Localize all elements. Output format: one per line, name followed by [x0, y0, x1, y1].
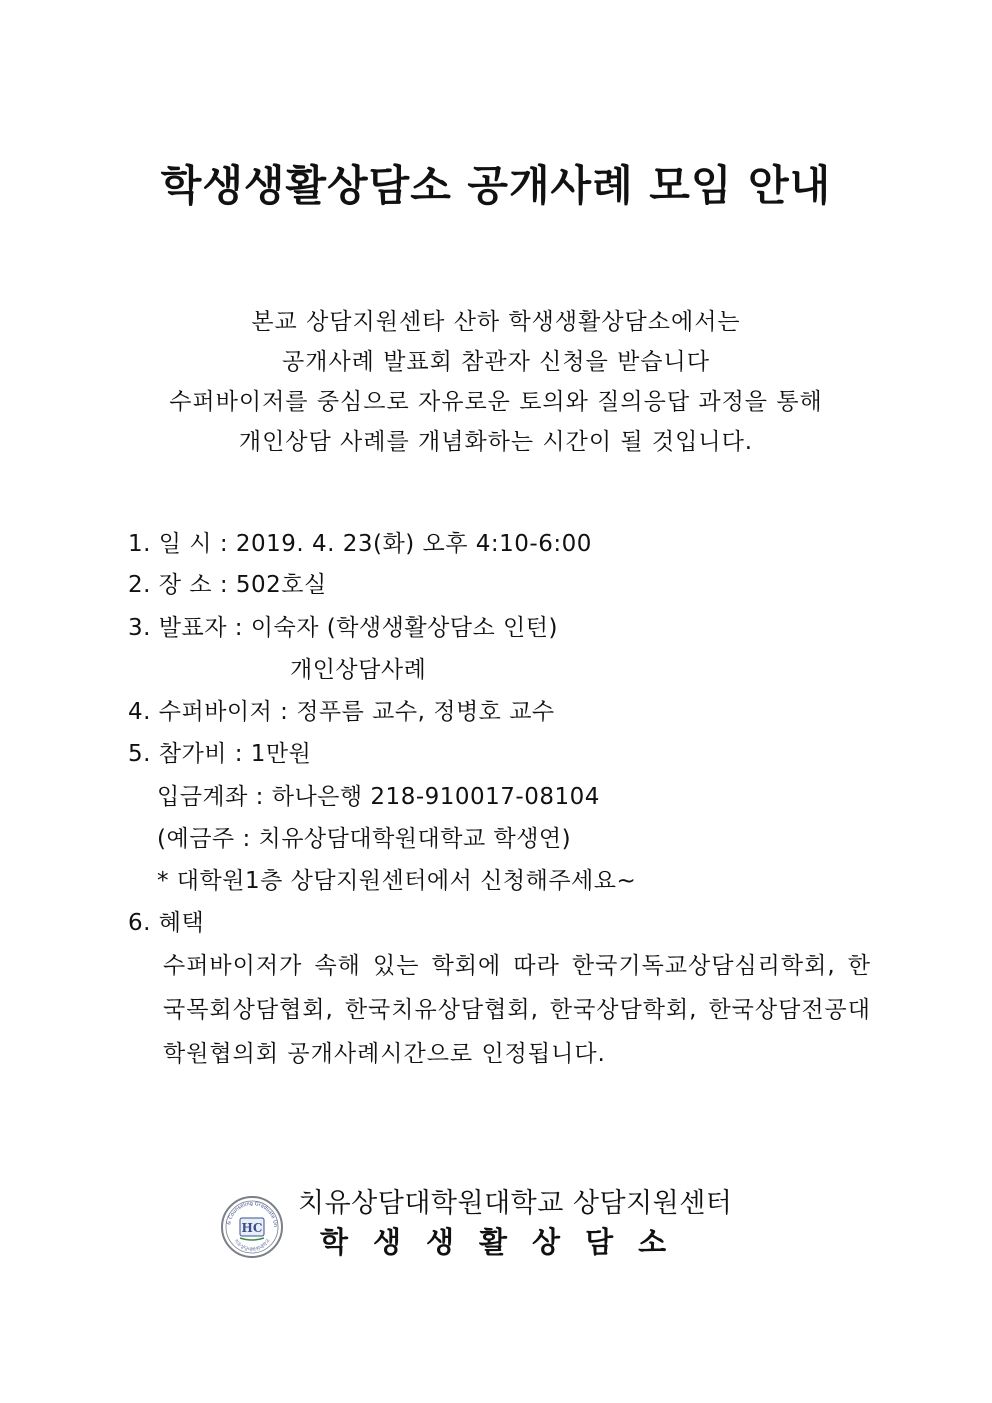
intro-line: 공개사례 발표회 참관자 신청을 받습니다 — [282, 349, 710, 375]
item-note: * 대학원1층 상담지원센터에서 신청해주세요~ — [157, 868, 637, 894]
item-place: 2. 장 소 : 502호실 — [128, 572, 327, 598]
item-presenter-sub: 개인상담사례 — [290, 657, 427, 683]
footer-department: 학생생활상담소 — [320, 1225, 692, 1259]
seal-initials: HC — [241, 1221, 263, 1235]
item-fee: 5. 참가비 : 1만원 — [128, 741, 312, 767]
item-holder: (예금주 : 치유상담대학원대학교 학생연) — [157, 826, 572, 852]
item-benefit-heading: 6. 혜택 — [128, 910, 205, 936]
item-presenter: 3. 발표자 : 이숙자 (학생생활상담소 인턴) — [128, 615, 558, 641]
intro-line: 개인상담 사례를 개념화하는 시간이 될 것입니다. — [238, 429, 754, 455]
seal-top-text: & Counseling Graduate Un — [226, 1200, 279, 1228]
page-title: 학생생활상담소 공개사례 모임 안내 — [160, 161, 832, 210]
item-date: 1. 일 시 : 2019. 4. 23(화) 오후 4:10-6:00 — [128, 531, 592, 557]
footer-organization: 치유상담대학원대학교 상담지원센터 — [298, 1188, 733, 1219]
intro-line: 본교 상담지원센타 산하 학생생활상담소에서는 — [251, 309, 741, 335]
university-seal-icon — [220, 1195, 284, 1259]
footer — [220, 1180, 780, 1270]
item-supervisor: 4. 수퍼바이저 : 정푸름 교수, 정병호 교수 — [128, 699, 555, 725]
benefit-text: 수퍼바이저가 속해 있는 학회에 따라 한국기독교상담심리학회, 한국목회상담협회, 한국치유상담협회, 한국상담학회, 한국상담전공대학원협의회 공개사례시간으로 인정됩니다. — [163, 953, 871, 1067]
item-account: 입금계좌 : 하나은행 218-910017-08104 — [157, 784, 600, 810]
seal-bottom-text: 치유상담대학원대학교 — [232, 1238, 272, 1254]
intro-paragraph — [0, 302, 992, 462]
intro-line: 수퍼바이저를 중심으로 자유로운 토의와 질의응답 과정을 통해 — [169, 389, 823, 415]
